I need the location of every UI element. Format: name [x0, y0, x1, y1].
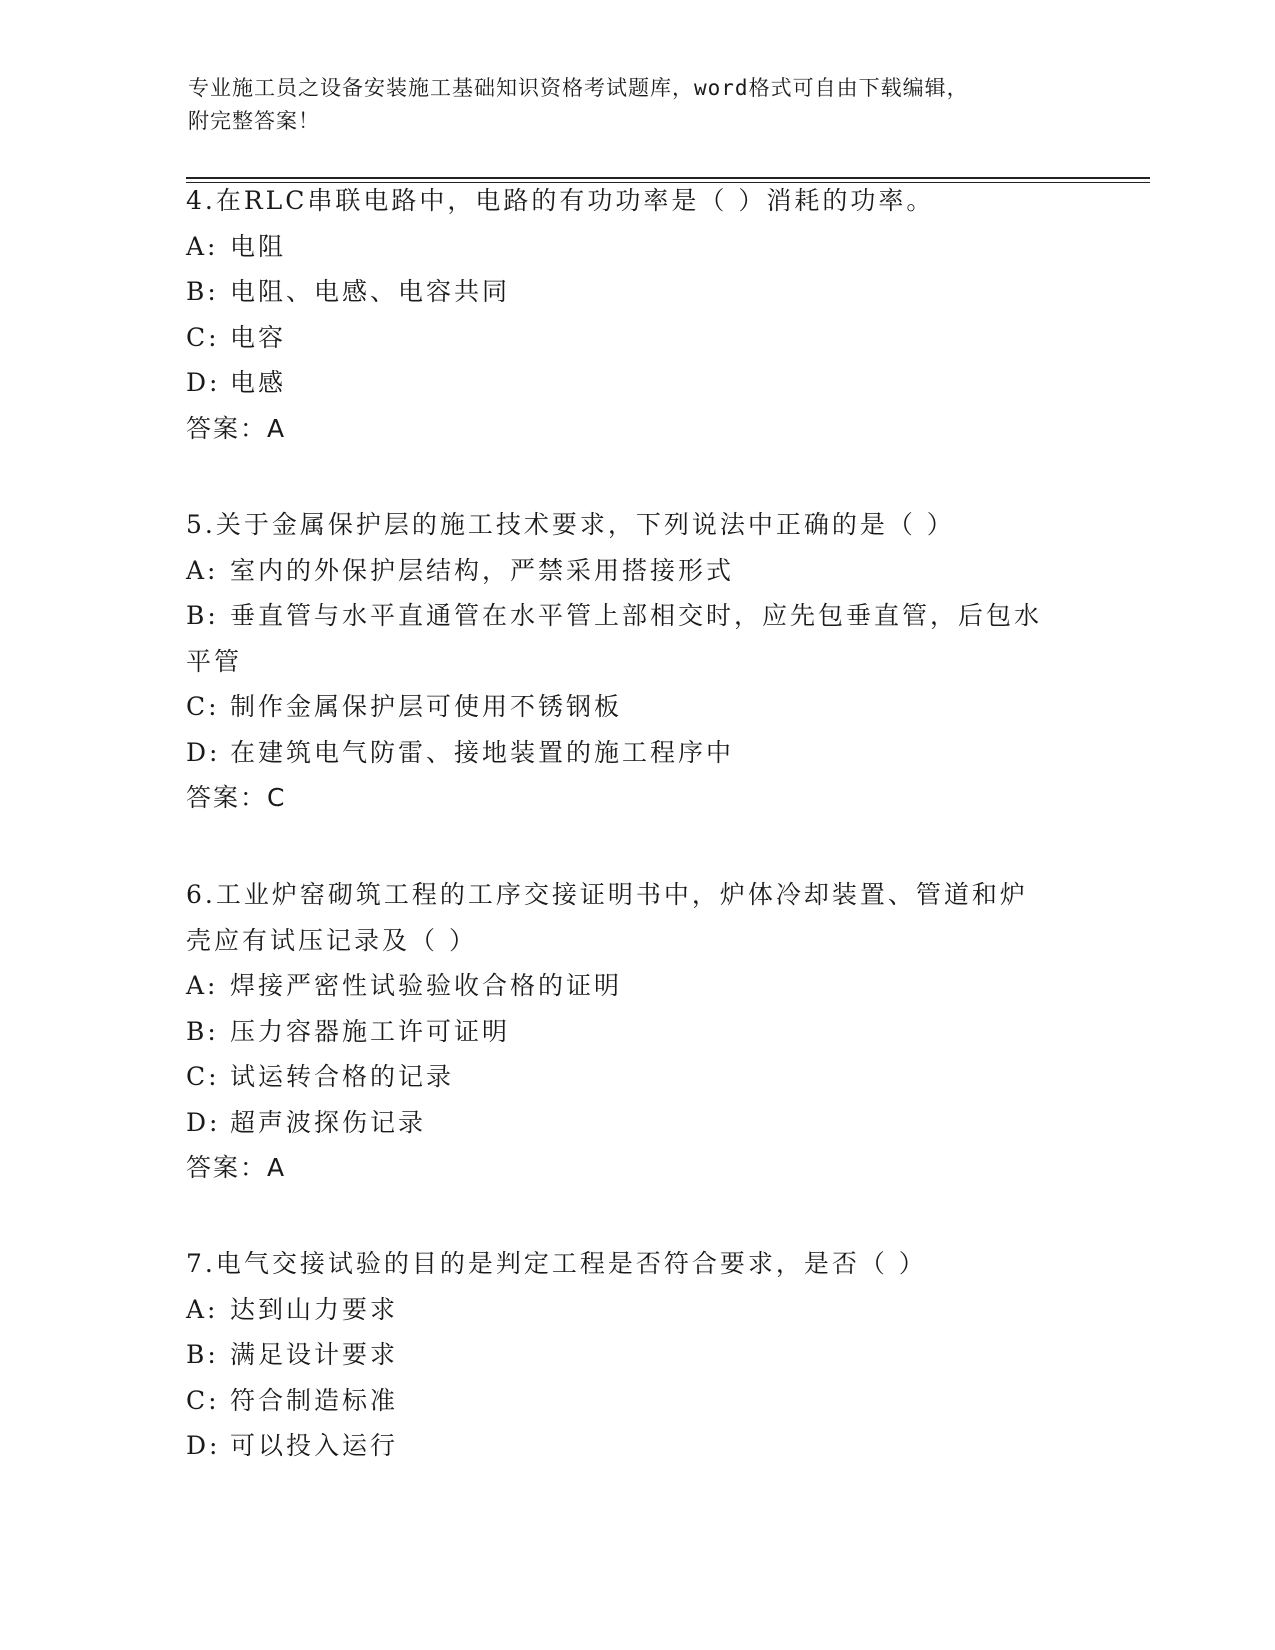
option-a: [186, 1287, 1086, 1333]
option-text: 压力容器施工许可证明: [230, 1016, 511, 1046]
option-letter: B:: [186, 1340, 219, 1369]
option-text: 达到山力要求: [230, 1294, 399, 1324]
option-b: [186, 593, 1066, 684]
question-7: [186, 1241, 1086, 1469]
option-c: [186, 1054, 1086, 1100]
document-header: [188, 72, 1088, 138]
option-letter: C:: [186, 692, 220, 721]
option-c: [186, 1378, 1086, 1424]
question-stem: 7.电气交接试验的目的是判定工程是否符合要求，是否（ ）: [186, 1249, 927, 1278]
option-d: [186, 1423, 1086, 1469]
option-letter: A:: [186, 971, 219, 1000]
option-letter: A:: [186, 555, 219, 585]
answer-line: 答案：A: [186, 1153, 287, 1182]
option-text: 在建筑电气防雷、接地装置的施工程序中: [230, 737, 735, 767]
option-text: 符合制造标准: [230, 1385, 399, 1415]
option-b: [186, 1332, 1086, 1378]
question-4: [186, 178, 1086, 451]
option-text: 可以投入运行: [230, 1431, 399, 1460]
answer-line: 答案：C: [186, 783, 287, 812]
option-letter: C:: [186, 322, 220, 352]
option-text: 垂直管与水平直通管在水平管上部相交时，应先包垂直管，后包水平管: [186, 601, 1043, 676]
question-6: [186, 872, 1086, 1191]
option-letter: D:: [186, 1107, 221, 1137]
option-a: [186, 548, 1086, 594]
header-intro-line-1: 专业施工员之设备安装施工基础知识资格考试题库，word格式可自由下载编辑，: [188, 76, 969, 100]
option-letter: B:: [186, 277, 219, 306]
option-b: [186, 269, 1086, 315]
option-text: 电容: [230, 322, 287, 352]
option-text: 电阻、电感、电容共同: [230, 277, 511, 306]
option-b: [186, 1009, 1086, 1055]
option-text: 焊接严密性试验验收合格的证明: [230, 971, 623, 1000]
question-5: [186, 502, 1086, 821]
option-text: 电感: [230, 368, 287, 397]
question-stem: 4.在RLC串联电路中，电路的有功功率是（ ）消耗的功率。: [186, 186, 935, 215]
answer-line: 答案：A: [186, 413, 287, 443]
option-letter: C:: [186, 1062, 220, 1091]
option-text: 超声波探伤记录: [230, 1107, 427, 1137]
question-stem: 6.工业炉窑砌筑工程的工序交接证明书中，炉体冷却装置、管道和炉壳应有试压记录及（ ）: [186, 880, 1028, 955]
option-text: 试运转合格的记录: [230, 1062, 455, 1091]
header-intro-line-2: 附完整答案！: [188, 109, 320, 133]
option-text: 电阻: [230, 231, 287, 261]
option-letter: A:: [186, 1294, 219, 1324]
option-letter: B:: [186, 601, 219, 630]
option-letter: D:: [186, 737, 221, 767]
option-text: 室内的外保护层结构，严禁采用搭接形式: [230, 555, 735, 585]
option-letter: D:: [186, 1431, 221, 1460]
question-stem: 5.关于金属保护层的施工技术要求，下列说法中正确的是（ ）: [186, 510, 955, 539]
option-d: [186, 730, 1086, 776]
option-c: [186, 684, 1086, 730]
option-a: [186, 963, 1086, 1009]
option-letter: B:: [186, 1016, 219, 1046]
option-text: 满足设计要求: [230, 1340, 399, 1369]
option-d: [186, 1100, 1086, 1146]
option-a: [186, 224, 1086, 270]
option-letter: D:: [186, 368, 221, 397]
option-letter: C:: [186, 1385, 220, 1415]
option-c: [186, 315, 1086, 361]
option-text: 制作金属保护层可使用不锈钢板: [230, 692, 623, 721]
option-d: [186, 360, 1086, 406]
option-letter: A:: [186, 231, 219, 261]
